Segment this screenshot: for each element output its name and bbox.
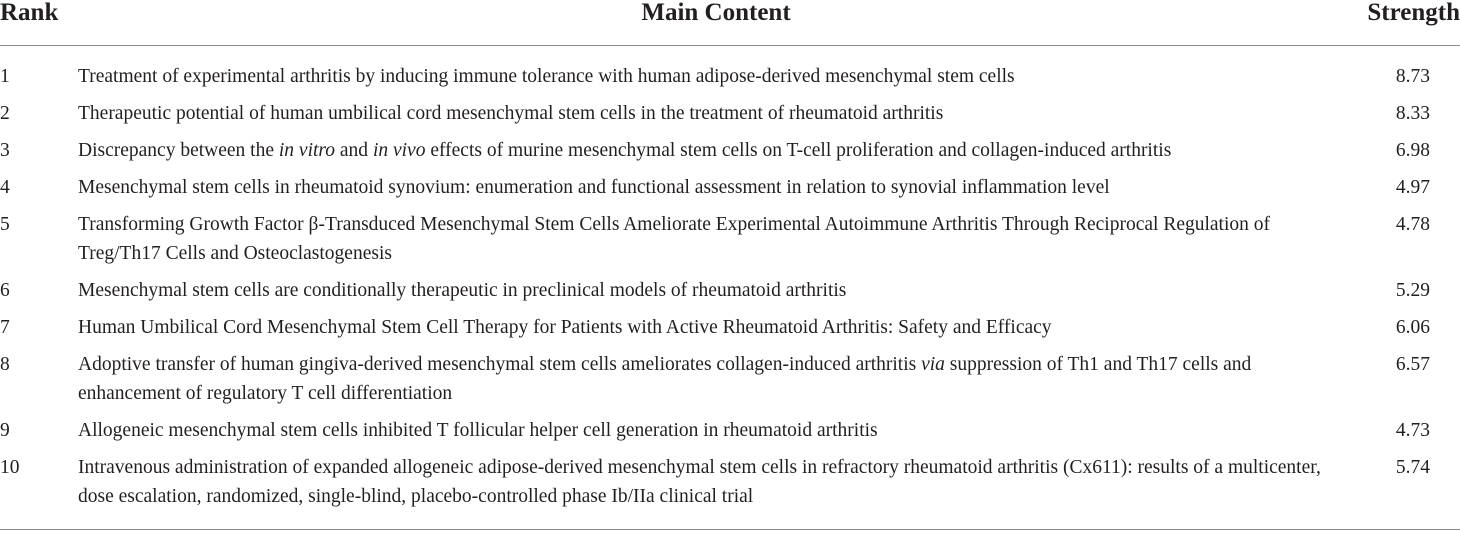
- rank-cell: 4: [0, 177, 10, 198]
- rank-cell: 5: [0, 214, 10, 235]
- rank-cell: 8: [0, 354, 10, 375]
- table-row: [0, 268, 1460, 305]
- text-segment: Adoptive transfer of human gingiva-derived mesenchymal stem cells ameliorates collagen-induced arthritis: [78, 354, 922, 375]
- rank-cell: 10: [0, 445, 78, 530]
- table-row: [0, 342, 1460, 408]
- table-row: [0, 202, 1460, 268]
- text-segment: Mesenchymal stem cells are conditionally therapeutic in preclinical models of rheumatoid arthritis: [78, 280, 847, 301]
- table-row: [0, 445, 1460, 530]
- rank-cell: 2: [0, 103, 10, 124]
- text-segment: Discrepancy between the: [78, 140, 279, 161]
- italic-text-segment: via: [921, 354, 945, 375]
- text-segment: Treatment of experimental arthritis by inducing immune tolerance with human adipose-derived mesenchymal stem cells: [78, 66, 1015, 87]
- strength-cell: 6.57: [1395, 354, 1430, 375]
- text-segment: Therapeutic potential of human umbilical cord mesenchymal stem cells in the treatment of rheumatoid arthritis: [78, 103, 944, 124]
- main-content-cell: [78, 46, 1354, 92]
- text-segment: suppression of Th1 and Th17 cells and enhancement of regulatory T cell differentiation: [78, 354, 1252, 404]
- italic-text-segment: in vivo: [372, 140, 426, 161]
- table-row: [0, 91, 1460, 128]
- text-segment: Transforming Growth Factor β-Transduced Mesenchymal Stem Cells Ameliorate Experimental Autoimmune Arthritis Through Reciprocal Regulation of Treg/Th17 Cells and Osteoclastogenesis: [78, 214, 1271, 264]
- main-content-cell: [78, 445, 1354, 530]
- main-content-cell: [78, 268, 1354, 305]
- table-row: [0, 408, 1460, 445]
- main-content-cell: [78, 408, 1354, 445]
- table-row: [0, 128, 1460, 165]
- strength-cell: 8.73: [1395, 66, 1430, 87]
- italic-text-segment: in vitro: [278, 140, 336, 161]
- header-strength: Strength: [1354, 0, 1460, 46]
- table-body: [0, 46, 1460, 530]
- text-segment: Human Umbilical Cord Mesenchymal Stem Cell Therapy for Patients with Active Rheumatoid Arthritis: Safety and Efficacy: [78, 317, 1052, 338]
- strength-cell: 8.33: [1395, 103, 1430, 124]
- text-segment: effects of murine mesenchymal stem cells on T-cell proliferation and collagen-induced arthritis: [425, 140, 1172, 161]
- strength-cell: 6.98: [1395, 140, 1430, 161]
- header-row: [0, 0, 1460, 46]
- strength-cell: 5.74: [1354, 445, 1460, 530]
- strength-cell: 6.06: [1395, 317, 1430, 338]
- header-main-content: Main Content: [78, 0, 1354, 46]
- main-content-cell: [78, 305, 1354, 342]
- rank-cell: 6: [0, 280, 10, 301]
- table-header: [0, 0, 1460, 46]
- main-content-cell: [78, 128, 1354, 165]
- strength-cell: 5.29: [1395, 280, 1430, 301]
- strength-cell: 4.97: [1395, 177, 1430, 198]
- main-content-cell: [78, 165, 1354, 202]
- rank-cell: 3: [0, 140, 10, 161]
- main-content-cell: [78, 91, 1354, 128]
- main-content-cell: [78, 202, 1354, 268]
- table-row: [0, 165, 1460, 202]
- rank-cell: 9: [0, 420, 10, 441]
- text-segment: Intravenous administration of expanded allogeneic adipose-derived mesenchymal stem cells in refractory rheumatoid arthritis (Cx611): results of a multicenter, dose escalation, randomized, single-blind, placebo-controlled phase Ib/IIa clinical trial: [78, 457, 1321, 507]
- rank-cell: 1: [0, 66, 10, 87]
- strength-cell: 4.73: [1395, 420, 1430, 441]
- table-row: [0, 46, 1460, 92]
- main-content-cell: [78, 342, 1354, 408]
- strength-cell: 4.78: [1395, 214, 1430, 235]
- rank-cell: 7: [0, 317, 10, 338]
- text-segment: Allogeneic mesenchymal stem cells inhibited T follicular helper cell generation in rheumatoid arthritis: [78, 420, 878, 441]
- header-rank: Rank: [0, 0, 78, 46]
- text-segment: Mesenchymal stem cells in rheumatoid synovium: enumeration and functional assessment in relation to synovial inflammation level: [78, 177, 1110, 198]
- text-segment: and: [335, 140, 373, 161]
- table-row: [0, 305, 1460, 342]
